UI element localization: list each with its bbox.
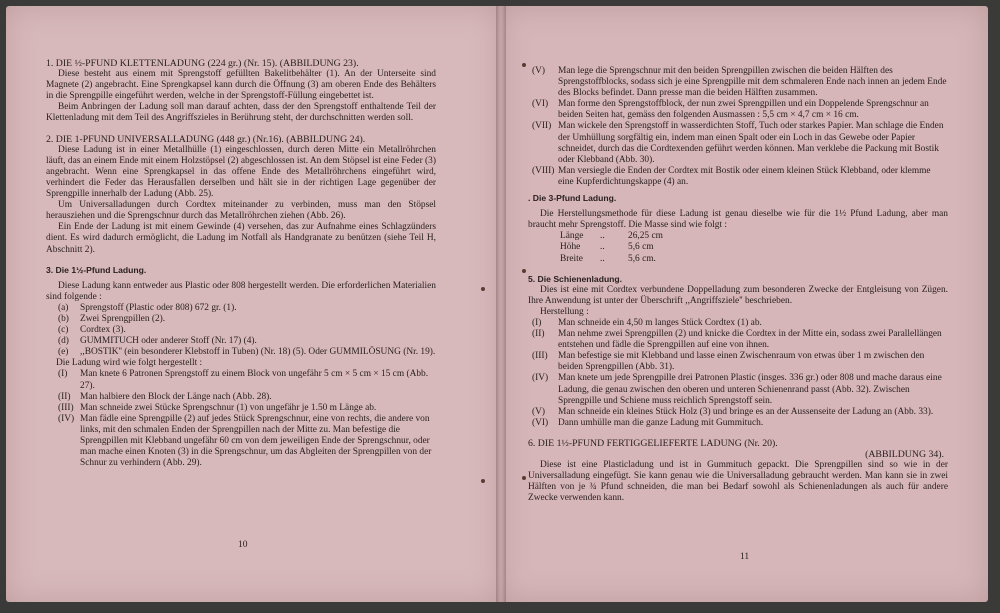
list-item: (a) Sprengstoff (Plastic oder 808) 672 gr. (1).: [58, 302, 237, 313]
list-item: Breite .. 5,6 cm.: [560, 253, 656, 264]
section-3-heading: 3. Die 1½-Pfund Ladung.: [46, 264, 147, 275]
list-item: (d) GUMMITUCH oder anderer Stoff (Nr. 17) (4).: [58, 336, 257, 347]
book-gutter: [496, 6, 506, 602]
list-item: (IV) Man knete um jede Sprengpille drei Patronen Plastic (insges. 336 gr.) oder 808 und mache daraus eine Ladung, die genau zwischen den oberen und unteren Schienenrand passt (Abb. 32). Zwischen Sprengpille und Schiene muss reichlich Sprengstoff sein.: [532, 373, 942, 406]
list-item: (VI) Man forme den Sprengstoffblock, der nun zwei Sprengpillen und ein Doppelende Sprengschnur an beiden Seiten hat, gemäss den folgenden Ausmassen : 5,5 cm × 4,7 cm × 16 cm.: [532, 99, 929, 121]
list-item: (III) Man befestige sie mit Klebband und lasse einen Zwischenraum von etwas über 1 m zwischen den beiden Sprengpillen (Abb. 31).: [532, 351, 925, 373]
list-item: (IV) Man fädle eine Sprengpille (2) auf jedes Stück Sprengschnur, eine von rechts, die andere von links, mit den schmalen Enden der Sprengpillen nach der Mitte zu. Man befestige die Sprengpillen mit Klebband ungefähr 60 cm von dem jeweiligen Ende der Sprengschnur, oder man mache einen Knoten (3) in die Sprengschnur, um das Abgleiten der Sprengpillen von der Schnur zu verhindern (Abb. 29).: [58, 413, 432, 469]
right-page-text: [528, 66, 948, 504]
binding-hole: [481, 479, 485, 483]
binding-hole: [522, 476, 526, 480]
right-page: [500, 6, 988, 602]
steps-list: [46, 369, 436, 469]
list-item: (I) Man knete 6 Patronen Sprengstoff zu einem Block von ungefähr 5 cm × 5 cm × 15 cm (Abb. 27).: [58, 369, 429, 391]
steps-list: [528, 318, 948, 429]
section-5-heading: 5. Die Schienenladung.: [528, 273, 623, 284]
list-item: (VIII) Man versiegle die Enden der Cordtex mit Bostik oder einem kleinen Stück Klebband, oder klemme eine Kupferdichtungskappe (4) an.: [532, 165, 931, 187]
section-4-paragraph: Die Herstellungsmethode für diese Ladung ist genau dieselbe wie für die 1½ Pfund Ladung, aber man braucht mehr Sprengstoff. Die Masse sind wie folgt :: [528, 209, 948, 231]
list-item: (II) Man halbiere den Block der Länge nach (Abb. 28).: [58, 391, 272, 402]
left-page: [6, 6, 500, 602]
section-6-heading: 6. DIE 1½-PFUND FERTIGGELIEFERTE LADUNG (Nr. 20).: [528, 437, 778, 449]
section-5-paragraph: Dies ist eine mit Cordtex verbundene Doppelladung zum besonderen Zwecke der Entgleisung von Zügen. Ihre Anwendung ist unter der Überschrift ,,Angriffsziele'' beschrieben.: [528, 284, 948, 306]
list-item: (b) Zwei Sprengpillen (2).: [58, 313, 166, 324]
page-number: 11: [740, 552, 750, 562]
list-item: Länge .. 26,25 cm: [560, 231, 663, 242]
section-5-paragraph: Herstellung :: [540, 306, 589, 317]
section-2-paragraph: Diese Ladung ist in einer Metallhülle (1) eingeschlossen, durch deren Mitte ein Metallröhrchen läuft, das an einem Ende mit einem Holzstöpsel (2) abgeschlossen ist. An dem Stöpsel ist eine Feder (3) angebracht. Wenn eine Sprengkapsel in das offene Ende des Metallröhrchens eingeführt wird, verhindert die Feder das Herausfallen derselben und hält sie in der richtigen Lage gegenüber der Sprengpille innerhalb der Ladung (Abb. 25).: [46, 144, 436, 200]
list-item: (V) Man lege die Sprengschnur mit den beiden Sprengpillen zwischen die beiden Hälften des Sprengstoffblocks, sodass sich je eine Sprengpille mit dem schmaleren Ende nach innen an jedem Ende des Blocks befindet. Dann presse man die beiden Hälften zusammen.: [532, 66, 947, 99]
section-4-heading: . Die 3-Pfund Ladung.: [528, 193, 617, 204]
section-3-paragraph: Die Ladung wird wie folgt hergestellt :: [56, 358, 203, 369]
section-1-paragraph: Beim Anbringen der Ladung soll man darauf achten, dass der den Sprengstoff enthaltende Teil der Klettenladung mit dem Teil des Angriffszieles in Berührung steht, der durchschnitten werden soll.: [46, 102, 436, 124]
list-item: (V) Man schneide ein kleines Stück Holz (3) und bringe es an der Aussenseite der Ladung an (Abb. 33).: [532, 406, 934, 417]
list-item: (c) Cordtex (3).: [58, 325, 126, 336]
list-item: (VII) Man wickele den Sprengstoff in wasserdichten Stoff, Tuch oder starkes Papier. Man schlage die Enden der Umhüllung sorgfältig ein, indem man einen Spalt oder ein Loch in das Gewebe oder Papier schneidet, durch das die Cordtexenden geführt werden können. Man verklebe die Packung mit Bostik oder Klebband (Abb. 30).: [532, 121, 944, 165]
section-2-heading: 2. DIE 1-PFUND UNIVERSALLADUNG (448 gr.) (Nr.16). (ABBILDUNG 24).: [46, 133, 366, 145]
binding-hole: [522, 269, 526, 273]
section-1-paragraph: Diese besteht aus einem mit Sprengstoff gefüllten Bakelitbehälter (1). An der Unterseite sind Magnete (2) angebracht. Eine Sprengkapsel kann durch die Öffnung (3) am oberen Ende des Behälters in die Sprengpille eingeführt werden, welche in der Sprengstoff-Füllung eingebettet ist.: [46, 69, 436, 102]
list-item: (III) Man schneide zwei Stücke Sprengschnur (1) von ungefähr je 1.50 m Länge ab.: [58, 402, 377, 413]
materials-list: [46, 303, 436, 358]
section-3-paragraph: Diese Ladung kann entweder aus Plastic oder 808 hergestellt werden. Die erforderlichen Materialien sind folgende :: [46, 280, 436, 302]
left-page-text: [46, 58, 436, 469]
list-item: Höhe .. 5,6 cm: [560, 242, 654, 253]
list-item: (VI) Dann umhülle man die ganze Ladung mit Gummituch.: [532, 417, 764, 428]
section-6-paragraph: Diese ist eine Plasticladung und ist in Gummituch gepackt. Die Sprengpillen sind so wie in der Universalladung eingefügt. Sie kann genau wie die Universalladung gebraucht werden. Man kann sie in zwei Hälften von je ¾ Pfund schneiden, die man bei Bedarf sowohl als Schienenladungen als auch für andere Zwecke verwenden kann.: [528, 460, 948, 504]
dimensions-list: [528, 231, 948, 264]
list-item: (I) Man schneide ein 4,50 m langes Stück Cordtex (1) ab.: [532, 317, 762, 328]
section-2-paragraph: Ein Ende der Ladung ist mit einem Gewinde (4) versehen, das zur Aufnahme eines Schlagzünders dient. Es wird dadurch ermöglicht, die Ladung im Notfall als Handgranate zu benützen (siehe Teil H, Abschnitt 2).: [46, 222, 436, 255]
page-number: 10: [238, 540, 248, 550]
binding-hole: [522, 63, 526, 67]
section-6-figure-ref: (ABBILDUNG 34).: [865, 449, 944, 460]
section-1-heading: 1. DIE ½-PFUND KLETTENLADUNG (224 gr.) (Nr. 15). (ABBILDUNG 23).: [46, 58, 359, 69]
list-item: (II) Man nehme zwei Sprengpillen (2) und knicke die Cordtex in der Mitte ein, sodass zwei Parallellängen entstehen und fädle die Sprengpillen auf eine von ihnen.: [532, 329, 942, 351]
binding-hole: [481, 287, 485, 291]
steps-list-continued: [528, 66, 948, 188]
section-2-paragraph: Um Universalladungen durch Cordtex miteinander zu verbinden, muss man den Stöpsel herausziehen und die Sprengschnur durch das Metallröhrchen ziehen (Abb. 26).: [46, 200, 436, 222]
list-item: (e) ,,BOSTIK'' (ein besonderer Klebstoff in Tuben) (Nr. 18) (5). Oder GUMMILÖSUNG (Nr. 19).: [58, 347, 436, 358]
